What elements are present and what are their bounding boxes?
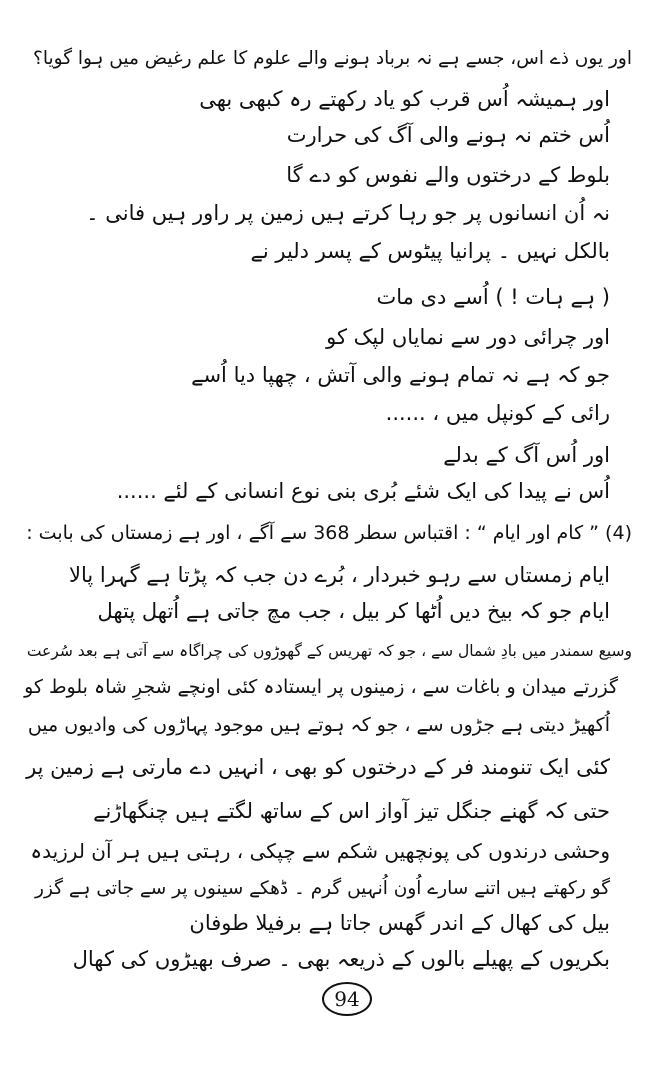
text-line: اور اُس آگ کے بدلے: [443, 443, 610, 467]
text-line: گزرتے میدان و باغات سے ، زمینوں پر ایستادہ کئی اونچے شجرِ شاہ بلوط کو: [24, 676, 618, 698]
text-line: نہ اُن انسانوں پر جو رہا کرتے ہیں زمین پر راور ہیں فانی ۔: [86, 201, 610, 225]
text-line: اور یوں ذے اس، جسے ہے نہ برباد ہونے والے علوم کا علم رغیض میں ہوا گویا؟: [33, 48, 632, 69]
text-line: بکریوں کے پھیلے بالوں کے ذریعہ بھی ۔ صرف بھیڑوں کی کھال: [72, 947, 610, 971]
text-line: اُس ختم نہ ہونے والی آگ کی حرارت: [286, 123, 610, 147]
text-line: اور ہمیشہ اُس قرب کو یاد رکھتے رہ کبھی بھی: [199, 87, 610, 111]
text-line: بلوط کے درختوں والے نفوس کو دے گا: [286, 163, 610, 187]
text-line: رائی کے کونپل میں ، ......: [385, 401, 610, 425]
text-line: اور چرائی دور سے نمایاں لپک کو: [326, 325, 610, 349]
text-line: جو کہ ہے نہ تمام ہونے والی آتش ، چھپا دیا اُسے: [191, 363, 610, 387]
text-line: بیل کی کھال کے اندر گھس جاتا ہے برفیلا طوفان: [189, 911, 610, 935]
text-line: کئی ایک تنومند فر کے درختوں کو بھی ، انہیں دے مارتی ہے زمین پر: [26, 755, 610, 779]
text-line: ( ہے ہات ! ) اُسے دی مات: [376, 285, 610, 309]
text-line: ایام جو کہ بیخ دیں اُٹھا کر بیل ، جب مچ جاتی ہے اُتھل پتھل: [97, 599, 610, 623]
text-line: وحشی درندوں کی پونچھیں شکم سے چپکی ، رہتی ہیں ہر آن لرزیدہ: [30, 839, 610, 863]
text-line: بالکل نہیں ۔ پرانیا پیٹوس کے پسر دلیر نے: [250, 239, 610, 263]
page-number: 94: [334, 987, 360, 1011]
text-line: (4) ” کام اور ایام “ : اقتباس سطر 368 سے آگے ، اور ہے زمستاں کی بابت :: [26, 522, 632, 544]
text-line: حتی کہ گھنے جنگل تیز آواز اس کے ساتھ لگتے ہیں چنگھاڑنے: [93, 799, 610, 823]
text-line: گو رکھتے ہیں اتنے سارے اُون اُنہیں گرم ۔ ڈھکے سینوں پر سے جاتی ہے گزر: [35, 878, 610, 899]
text-line: اُکھیڑ دیتی ہے جڑوں سے ، جو کہ ہوتے ہیں موجود پہاڑوں کی وادیوں میں: [27, 714, 610, 736]
text-line: اُس نے پیدا کی ایک شئے بُری بنی نوع انسانی کے لئے ......: [116, 479, 610, 503]
page-number-badge: [322, 982, 372, 1016]
text-line: ایام زمستاں سے رہو خبردار ، بُرے دن جب کہ پڑتا ہے گہرا پالا: [69, 563, 610, 587]
text-line: وسیع سمندر میں بادِ شمال سے ، جو کہ تھریس کے گھوڑوں کی چراگاہ سے آتی ہے بعد سُرعت: [26, 642, 632, 660]
